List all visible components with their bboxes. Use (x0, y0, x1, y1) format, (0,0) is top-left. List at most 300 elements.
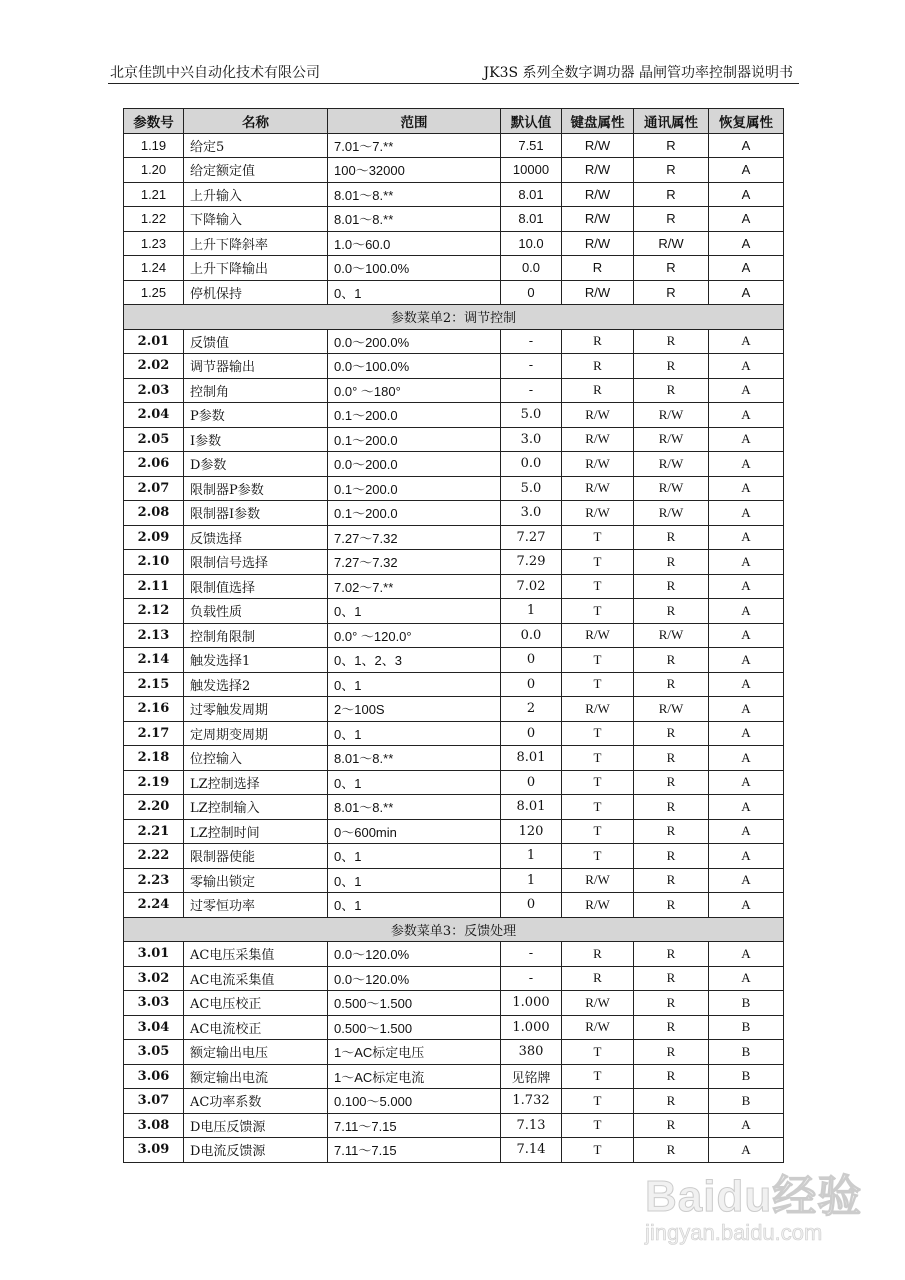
cell-restore-attr: A (709, 648, 784, 673)
cell-name: 控制角限制 (184, 623, 328, 648)
cell-param-no: 2.15 (124, 672, 184, 697)
cell-default: 3.0 (501, 427, 562, 452)
cell-comm-attr: R (634, 893, 709, 918)
cell-range: 0、1 (328, 868, 501, 893)
cell-name: AC电压校正 (184, 991, 328, 1016)
cell-restore-attr: A (709, 893, 784, 918)
cell-range: 8.01～8.** (328, 746, 501, 771)
table-row (124, 1064, 784, 1089)
table-row (124, 476, 784, 501)
cell-default: 5.0 (501, 476, 562, 501)
cell-keyboard-attr: R/W (562, 158, 634, 183)
cell-name: AC电流采集值 (184, 966, 328, 991)
cell-name: 额定输出电压 (184, 1040, 328, 1065)
cell-restore-attr: A (709, 1138, 784, 1163)
cell-name: LZ控制输入 (184, 795, 328, 820)
table-row (124, 378, 784, 403)
cell-comm-attr: R (634, 525, 709, 550)
cell-restore-attr: A (709, 256, 784, 281)
cell-name: D电压反馈源 (184, 1113, 328, 1138)
cell-keyboard-attr: T (562, 672, 634, 697)
table-row (124, 133, 784, 158)
cell-param-no: 2.06 (124, 452, 184, 477)
cell-comm-attr: R (634, 354, 709, 379)
cell-param-no: 3.01 (124, 942, 184, 967)
cell-comm-attr: R (634, 795, 709, 820)
cell-restore-attr: A (709, 354, 784, 379)
cell-comm-attr: R (634, 1089, 709, 1114)
cell-comm-attr: R (634, 574, 709, 599)
column-header-restore-attr: 恢复属性 (709, 109, 784, 134)
table-row (124, 770, 784, 795)
cell-restore-attr: B (709, 1040, 784, 1065)
cell-range: 0.500～1.500 (328, 991, 501, 1016)
cell-name: 定周期变周期 (184, 721, 328, 746)
section-title: 参数菜单3：反馈处理 (124, 917, 784, 942)
cell-range: 0.0° ～180° (328, 378, 501, 403)
cell-keyboard-attr: R/W (562, 501, 634, 526)
cell-keyboard-attr: R (562, 256, 634, 281)
cell-range: 0、1 (328, 844, 501, 869)
cell-comm-attr: R (634, 721, 709, 746)
cell-keyboard-attr: T (562, 1138, 634, 1163)
cell-default: 0.0 (501, 256, 562, 281)
cell-comm-attr: R (634, 280, 709, 305)
cell-keyboard-attr: T (562, 770, 634, 795)
cell-restore-attr: A (709, 231, 784, 256)
table-row (124, 819, 784, 844)
section-row (124, 917, 784, 942)
table-row (124, 893, 784, 918)
cell-default: 0 (501, 893, 562, 918)
table-row (124, 1089, 784, 1114)
cell-param-no: 2.04 (124, 403, 184, 428)
table-row (124, 403, 784, 428)
table-row (124, 648, 784, 673)
cell-keyboard-attr: R (562, 354, 634, 379)
cell-range: 7.02～7.** (328, 574, 501, 599)
cell-keyboard-attr: R/W (562, 1015, 634, 1040)
table-row (124, 501, 784, 526)
cell-range: 7.27～7.32 (328, 525, 501, 550)
cell-restore-attr: A (709, 574, 784, 599)
table-row (124, 158, 784, 183)
cell-keyboard-attr: T (562, 648, 634, 673)
cell-param-no: 2.11 (124, 574, 184, 599)
cell-name: 触发选择2 (184, 672, 328, 697)
cell-keyboard-attr: T (562, 1089, 634, 1114)
cell-keyboard-attr: R/W (562, 697, 634, 722)
cell-name: 调节器输出 (184, 354, 328, 379)
cell-param-no: 3.07 (124, 1089, 184, 1114)
cell-range: 1.0～60.0 (328, 231, 501, 256)
cell-name: 反馈值 (184, 329, 328, 354)
cell-param-no: 2.01 (124, 329, 184, 354)
cell-comm-attr: R (634, 844, 709, 869)
document-title: JK3S 系列全数字调功器 晶闸管功率控制器说明书 (483, 65, 793, 81)
cell-default: 1.732 (501, 1089, 562, 1114)
cell-keyboard-attr: R/W (562, 207, 634, 232)
cell-default: 0 (501, 770, 562, 795)
cell-default: 0 (501, 648, 562, 673)
cell-comm-attr: R (634, 942, 709, 967)
table-row (124, 550, 784, 575)
cell-comm-attr: R (634, 868, 709, 893)
cell-comm-attr: R (634, 207, 709, 232)
column-header-name: 名称 (184, 109, 328, 134)
cell-comm-attr: R (634, 966, 709, 991)
cell-restore-attr: A (709, 476, 784, 501)
cell-param-no: 2.08 (124, 501, 184, 526)
cell-param-no: 2.07 (124, 476, 184, 501)
cell-default: - (501, 354, 562, 379)
cell-keyboard-attr: T (562, 1040, 634, 1065)
cell-restore-attr: B (709, 1015, 784, 1040)
table-row (124, 1015, 784, 1040)
cell-restore-attr: A (709, 1113, 784, 1138)
cell-name: 限制器P参数 (184, 476, 328, 501)
cell-range: 7.11～7.15 (328, 1138, 501, 1163)
cell-comm-attr: R/W (634, 403, 709, 428)
cell-restore-attr: A (709, 403, 784, 428)
cell-name: 限制值选择 (184, 574, 328, 599)
cell-restore-attr: A (709, 672, 784, 697)
column-header-comm-attr: 通讯属性 (634, 109, 709, 134)
cell-default: - (501, 378, 562, 403)
cell-default: 7.13 (501, 1113, 562, 1138)
cell-name: I参数 (184, 427, 328, 452)
table-row (124, 795, 784, 820)
column-header-keyboard-attr: 键盘属性 (562, 109, 634, 134)
cell-name: 过零触发周期 (184, 697, 328, 722)
cell-restore-attr: A (709, 329, 784, 354)
cell-keyboard-attr: T (562, 819, 634, 844)
cell-keyboard-attr: T (562, 574, 634, 599)
cell-default: - (501, 942, 562, 967)
cell-name: 给定5 (184, 133, 328, 158)
cell-param-no: 2.23 (124, 868, 184, 893)
cell-default: 8.01 (501, 795, 562, 820)
parameter-table (123, 108, 784, 1163)
cell-default: 120 (501, 819, 562, 844)
cell-restore-attr: A (709, 844, 784, 869)
cell-range: 0.1～200.0 (328, 427, 501, 452)
table-row (124, 868, 784, 893)
table-row (124, 574, 784, 599)
cell-restore-attr: A (709, 550, 784, 575)
cell-restore-attr: A (709, 966, 784, 991)
cell-range: 8.01～8.** (328, 207, 501, 232)
cell-restore-attr: A (709, 697, 784, 722)
cell-comm-attr: R (634, 378, 709, 403)
cell-keyboard-attr: T (562, 746, 634, 771)
cell-keyboard-attr: R/W (562, 452, 634, 477)
cell-name: 上升下降输出 (184, 256, 328, 281)
table-row (124, 1040, 784, 1065)
table-row (124, 329, 784, 354)
cell-comm-attr: R (634, 1113, 709, 1138)
cell-comm-attr: R (634, 158, 709, 183)
cell-keyboard-attr: T (562, 1064, 634, 1089)
cell-restore-attr: A (709, 378, 784, 403)
cell-range: 0.0～200.0 (328, 452, 501, 477)
cell-default: 1 (501, 868, 562, 893)
company-name: 北京佳凯中兴自动化技术有限公司 (110, 65, 320, 81)
cell-param-no: 3.06 (124, 1064, 184, 1089)
cell-keyboard-attr: T (562, 550, 634, 575)
cell-param-no: 3.03 (124, 991, 184, 1016)
table-row (124, 721, 784, 746)
table-row (124, 280, 784, 305)
cell-name: 上升下降斜率 (184, 231, 328, 256)
cell-param-no: 1.21 (124, 182, 184, 207)
baidu-watermark (645, 1160, 862, 1246)
cell-param-no: 3.05 (124, 1040, 184, 1065)
table-row (124, 231, 784, 256)
cell-restore-attr: A (709, 427, 784, 452)
cell-param-no: 2.19 (124, 770, 184, 795)
cell-comm-attr: R (634, 182, 709, 207)
table-row (124, 452, 784, 477)
cell-default: 10.0 (501, 231, 562, 256)
cell-range: 0、1 (328, 893, 501, 918)
cell-name: 停机保持 (184, 280, 328, 305)
cell-comm-attr: R (634, 329, 709, 354)
cell-range: 0、1 (328, 770, 501, 795)
cell-range: 0、1 (328, 599, 501, 624)
cell-range: 0.0～200.0% (328, 329, 501, 354)
cell-name: 给定额定值 (184, 158, 328, 183)
table-header-row (124, 109, 784, 134)
cell-param-no: 1.20 (124, 158, 184, 183)
cell-param-no: 2.16 (124, 697, 184, 722)
cell-name: AC电流校正 (184, 1015, 328, 1040)
cell-param-no: 2.12 (124, 599, 184, 624)
cell-default: 0.0 (501, 623, 562, 648)
cell-name: 额定输出电流 (184, 1064, 328, 1089)
cell-comm-attr: R (634, 599, 709, 624)
column-header-range: 范围 (328, 109, 501, 134)
cell-comm-attr: R/W (634, 231, 709, 256)
cell-param-no: 1.19 (124, 133, 184, 158)
cell-restore-attr: B (709, 1064, 784, 1089)
cell-default: 10000 (501, 158, 562, 183)
cell-comm-attr: R (634, 256, 709, 281)
cell-range: 0.1～200.0 (328, 501, 501, 526)
cell-name: 负载性质 (184, 599, 328, 624)
cell-param-no: 2.02 (124, 354, 184, 379)
cell-restore-attr: B (709, 1089, 784, 1114)
cell-range: 0、1 (328, 672, 501, 697)
cell-comm-attr: R (634, 819, 709, 844)
cell-param-no: 1.23 (124, 231, 184, 256)
section-title: 参数菜单2：调节控制 (124, 305, 784, 330)
table-row (124, 991, 784, 1016)
cell-name: 反馈选择 (184, 525, 328, 550)
cell-range: 0、1、2、3 (328, 648, 501, 673)
table-row (124, 525, 784, 550)
table-row (124, 354, 784, 379)
cell-default: 0.0 (501, 452, 562, 477)
cell-range: 7.27～7.32 (328, 550, 501, 575)
cell-param-no: 1.25 (124, 280, 184, 305)
cell-param-no: 2.05 (124, 427, 184, 452)
cell-comm-attr: R (634, 1015, 709, 1040)
cell-range: 7.01～7.** (328, 133, 501, 158)
cell-param-no: 2.10 (124, 550, 184, 575)
cell-range: 8.01～8.** (328, 795, 501, 820)
cell-range: 0.500～1.500 (328, 1015, 501, 1040)
cell-comm-attr: R (634, 550, 709, 575)
cell-default: 1 (501, 844, 562, 869)
section-row (124, 305, 784, 330)
header-divider (108, 83, 799, 84)
cell-param-no: 2.14 (124, 648, 184, 673)
cell-param-no: 2.17 (124, 721, 184, 746)
cell-restore-attr: B (709, 991, 784, 1016)
cell-restore-attr: A (709, 182, 784, 207)
cell-name: 上升输入 (184, 182, 328, 207)
cell-comm-attr: R (634, 133, 709, 158)
cell-default: 7.27 (501, 525, 562, 550)
cell-keyboard-attr: R/W (562, 476, 634, 501)
cell-default: 380 (501, 1040, 562, 1065)
cell-param-no: 2.22 (124, 844, 184, 869)
cell-default: 7.29 (501, 550, 562, 575)
table-row (124, 623, 784, 648)
cell-keyboard-attr: T (562, 795, 634, 820)
cell-name: 限制器I参数 (184, 501, 328, 526)
cell-default: - (501, 966, 562, 991)
table-row (124, 427, 784, 452)
cell-name: 过零恒功率 (184, 893, 328, 918)
cell-param-no: 1.22 (124, 207, 184, 232)
cell-default: 3.0 (501, 501, 562, 526)
cell-param-no: 3.02 (124, 966, 184, 991)
cell-restore-attr: A (709, 795, 784, 820)
cell-comm-attr: R/W (634, 623, 709, 648)
cell-range: 7.11～7.15 (328, 1113, 501, 1138)
cell-restore-attr: A (709, 158, 784, 183)
cell-range: 1～AC标定电压 (328, 1040, 501, 1065)
cell-range: 0.0～120.0% (328, 966, 501, 991)
table-row (124, 1113, 784, 1138)
watermark-url: jingyan.baidu.com (645, 1220, 823, 1245)
cell-param-no: 3.08 (124, 1113, 184, 1138)
cell-name: 触发选择1 (184, 648, 328, 673)
table-row (124, 942, 784, 967)
cell-range: 0.0° ～120.0° (328, 623, 501, 648)
cell-range: 0.1～200.0 (328, 476, 501, 501)
cell-keyboard-attr: T (562, 599, 634, 624)
cell-restore-attr: A (709, 452, 784, 477)
cell-name: 限制器使能 (184, 844, 328, 869)
table-row (124, 672, 784, 697)
table-row (124, 1138, 784, 1163)
cell-param-no: 3.04 (124, 1015, 184, 1040)
cell-name: D参数 (184, 452, 328, 477)
cell-range: 8.01～8.** (328, 182, 501, 207)
cell-default: - (501, 329, 562, 354)
cell-restore-attr: A (709, 819, 784, 844)
cell-comm-attr: R (634, 1040, 709, 1065)
cell-restore-attr: A (709, 721, 784, 746)
cell-keyboard-attr: R/W (562, 231, 634, 256)
cell-param-no: 2.20 (124, 795, 184, 820)
cell-name: AC功率系数 (184, 1089, 328, 1114)
table-row (124, 599, 784, 624)
cell-keyboard-attr: R (562, 942, 634, 967)
cell-keyboard-attr: T (562, 1113, 634, 1138)
cell-keyboard-attr: R/W (562, 403, 634, 428)
cell-param-no: 2.09 (124, 525, 184, 550)
table-row (124, 746, 784, 771)
cell-keyboard-attr: R (562, 329, 634, 354)
cell-keyboard-attr: T (562, 721, 634, 746)
cell-restore-attr: A (709, 280, 784, 305)
cell-comm-attr: R (634, 1138, 709, 1163)
table-row (124, 207, 784, 232)
cell-restore-attr: A (709, 133, 784, 158)
table-row (124, 182, 784, 207)
cell-comm-attr: R (634, 746, 709, 771)
cell-param-no: 2.18 (124, 746, 184, 771)
cell-param-no: 2.24 (124, 893, 184, 918)
cell-default: 8.01 (501, 746, 562, 771)
cell-comm-attr: R/W (634, 501, 709, 526)
cell-range: 0.0～100.0% (328, 256, 501, 281)
cell-default: 0 (501, 280, 562, 305)
cell-param-no: 1.24 (124, 256, 184, 281)
cell-restore-attr: A (709, 501, 784, 526)
cell-comm-attr: R/W (634, 697, 709, 722)
cell-comm-attr: R (634, 770, 709, 795)
cell-name: 下降输入 (184, 207, 328, 232)
cell-keyboard-attr: T (562, 525, 634, 550)
cell-range: 0.0～100.0% (328, 354, 501, 379)
cell-keyboard-attr: R/W (562, 623, 634, 648)
cell-default: 7.51 (501, 133, 562, 158)
cell-default: 0 (501, 721, 562, 746)
cell-default: 7.02 (501, 574, 562, 599)
cell-restore-attr: A (709, 868, 784, 893)
cell-param-no: 2.13 (124, 623, 184, 648)
cell-name: AC电压采集值 (184, 942, 328, 967)
cell-default: 1.000 (501, 991, 562, 1016)
cell-default: 8.01 (501, 182, 562, 207)
cell-keyboard-attr: R/W (562, 280, 634, 305)
cell-keyboard-attr: R/W (562, 868, 634, 893)
table-row (124, 966, 784, 991)
cell-range: 0.0～120.0% (328, 942, 501, 967)
cell-param-no: 3.09 (124, 1138, 184, 1163)
cell-range: 0、1 (328, 721, 501, 746)
cell-keyboard-attr: R (562, 378, 634, 403)
table-row (124, 844, 784, 869)
cell-keyboard-attr: R/W (562, 893, 634, 918)
cell-name: LZ控制时间 (184, 819, 328, 844)
cell-name: 位控输入 (184, 746, 328, 771)
cell-range: 2～100S (328, 697, 501, 722)
cell-default: 2 (501, 697, 562, 722)
watermark-logo: Baidu经验 (645, 1172, 863, 1221)
cell-comm-attr: R/W (634, 452, 709, 477)
cell-comm-attr: R/W (634, 427, 709, 452)
cell-default: 1 (501, 599, 562, 624)
cell-comm-attr: R (634, 648, 709, 673)
table-row (124, 256, 784, 281)
cell-default: 8.01 (501, 207, 562, 232)
